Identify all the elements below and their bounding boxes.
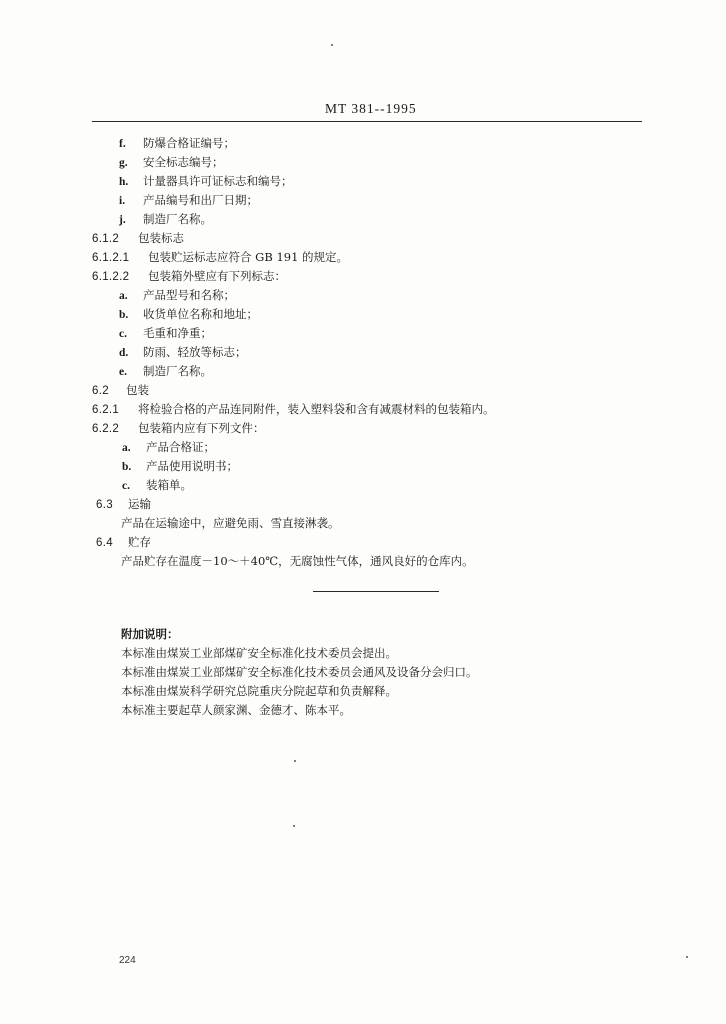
list-item-label: i. bbox=[119, 195, 126, 207]
page-header: MT 381--1995 bbox=[325, 101, 417, 116]
clause-number: 6.2.2 bbox=[92, 423, 120, 435]
section-title: 运输 bbox=[128, 497, 151, 511]
header-rule bbox=[92, 121, 642, 122]
list-item-label: c. bbox=[119, 328, 127, 340]
list-item-label: h. bbox=[119, 176, 129, 188]
list-item-label: b. bbox=[119, 309, 129, 321]
list-item-label: g. bbox=[119, 157, 128, 169]
clause-number: 6.1.2.1 bbox=[92, 252, 130, 264]
appendix-line: 本标准主要起草人颜家渊、金德才、陈本平。 bbox=[121, 703, 351, 717]
scan-speck bbox=[293, 825, 295, 827]
list-item bbox=[119, 155, 224, 170]
appendix-line: 本标准由煤炭科学研究总院重庆分院起草和负责解释。 bbox=[121, 684, 397, 698]
scan-speck bbox=[331, 44, 333, 46]
clause bbox=[92, 402, 495, 417]
section-title: 贮存 bbox=[128, 535, 151, 549]
list-item-label: a. bbox=[122, 442, 131, 454]
section-number: 6.1.2 bbox=[92, 233, 120, 245]
clause-text: 包装箱外壁应有下列标志： bbox=[148, 269, 286, 283]
list-item bbox=[119, 212, 212, 227]
scan-speck bbox=[686, 956, 688, 958]
list-item bbox=[119, 326, 212, 341]
list-item-text: 产品编号和出厂日期； bbox=[143, 193, 258, 207]
page-number: 224 bbox=[119, 955, 136, 966]
appendix-line: 本标准由煤炭工业部煤矿安全标准化技术委员会通风及设备分会归口。 bbox=[121, 665, 478, 679]
list-item-text: 安全标志编号； bbox=[143, 155, 224, 169]
list-item-text: 防爆合格证编号； bbox=[143, 136, 235, 150]
list-item bbox=[122, 478, 192, 493]
list-item bbox=[122, 440, 215, 455]
section-number: 6.4 bbox=[96, 537, 113, 549]
clause bbox=[92, 421, 265, 436]
clause-text: 将检验合格的产品连同附件，装入塑料袋和含有减震材料的包装箱内。 bbox=[138, 402, 495, 416]
list-item-label: a. bbox=[119, 290, 128, 302]
list-item bbox=[119, 345, 247, 360]
list-item-text: 制造厂名称。 bbox=[143, 364, 212, 378]
list-item bbox=[122, 459, 238, 474]
list-item-label: f. bbox=[119, 138, 126, 150]
scan-speck bbox=[294, 760, 296, 762]
list-item-text: 产品使用说明书； bbox=[146, 459, 238, 473]
list-item-label: c. bbox=[122, 480, 130, 492]
section-heading bbox=[92, 231, 184, 246]
section-heading bbox=[96, 497, 151, 512]
clause-number: 6.2.1 bbox=[92, 404, 120, 416]
list-item-text: 计量器具许可证标志和编号； bbox=[143, 174, 293, 188]
list-item-label: b. bbox=[122, 461, 132, 473]
list-item-text: 产品型号和名称； bbox=[143, 288, 235, 302]
list-item-label: d. bbox=[119, 347, 129, 359]
list-item-label: j. bbox=[119, 214, 126, 226]
list-item-label: e. bbox=[119, 366, 127, 378]
section-divider bbox=[313, 591, 439, 592]
section-body: 产品贮存在温度－10～＋40℃，无腐蚀性气体，通风良好的仓库内。 bbox=[121, 554, 474, 568]
list-item-text: 产品合格证； bbox=[146, 440, 215, 454]
list-item bbox=[119, 288, 235, 303]
section-heading bbox=[92, 383, 149, 398]
list-item-text: 收货单位名称和地址； bbox=[143, 307, 258, 321]
section-number: 6.2 bbox=[92, 385, 109, 397]
appendix-line: 本标准由煤炭工业部煤矿安全标准化技术委员会提出。 bbox=[121, 646, 397, 660]
clause-number: 6.1.2.2 bbox=[92, 271, 130, 283]
clause bbox=[92, 250, 348, 265]
clause-text: 包装箱内应有下列文件： bbox=[138, 421, 265, 435]
list-item bbox=[119, 193, 258, 208]
list-item-text: 制造厂名称。 bbox=[143, 212, 212, 226]
clause-text: 包装贮运标志应符合 GB 191 的规定。 bbox=[148, 250, 349, 264]
section-heading bbox=[96, 535, 151, 550]
section-title: 包装 bbox=[126, 383, 149, 397]
list-item bbox=[119, 364, 212, 379]
list-item bbox=[119, 307, 258, 322]
list-item bbox=[119, 174, 293, 189]
section-number: 6.3 bbox=[96, 499, 113, 511]
list-item bbox=[119, 136, 235, 151]
appendix-title: 附加说明： bbox=[121, 627, 179, 641]
list-item-text: 装箱单。 bbox=[146, 478, 192, 492]
list-item-text: 毛重和净重； bbox=[143, 326, 212, 340]
list-item-text: 防雨、轻放等标志； bbox=[143, 345, 247, 359]
section-body: 产品在运输途中，应避免雨、雪直接淋袭。 bbox=[121, 516, 340, 530]
clause bbox=[92, 269, 286, 284]
section-title: 包装标志 bbox=[138, 231, 184, 245]
